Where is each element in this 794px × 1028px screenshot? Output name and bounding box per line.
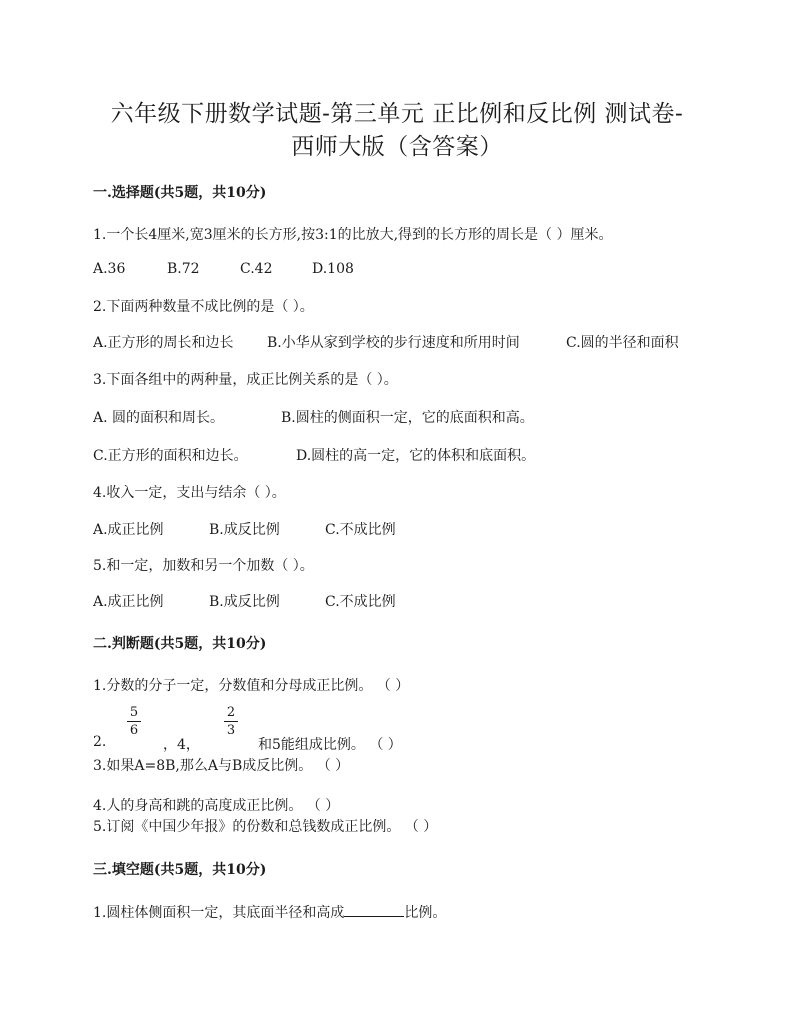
fraction-numerator: 2 — [226, 705, 236, 720]
fraction-two-thirds — [224, 705, 238, 738]
option-1-1-b: B.72 — [167, 261, 200, 277]
option-1-5-b: B.成反比例 — [209, 594, 280, 610]
option-1-5-a: A.成正比例 — [93, 594, 164, 610]
fraction-numerator: 5 — [129, 705, 139, 720]
option-1-4-a: A.成正比例 — [93, 522, 164, 538]
question-2-2-prefix: 2. — [93, 734, 107, 750]
fraction-bar — [224, 721, 238, 722]
question-3-1-prefix: 1.圆柱体侧面积一定，其底面半径和高成 — [93, 905, 345, 921]
question-2-2-middle: ，4， — [163, 737, 200, 753]
fraction-bar — [127, 721, 141, 722]
question-2-5: 5.订阅《中国少年报》的份数和总钱数成正比例。 （ ） — [93, 819, 438, 835]
option-1-2-a: A.正方形的周长和边长 — [93, 335, 234, 351]
option-1-3-a: A. 圆的面积和周长。 — [93, 410, 225, 426]
section-heading-judgment: 二.判断题(共5题，共10分) — [93, 636, 267, 652]
option-1-1-c: C.42 — [240, 261, 273, 277]
question-1-1: 1.一个长4厘米,宽3厘米的长方形,按3:1的比放大,得到的长方形的周长是（ ）厘米。 — [93, 227, 613, 243]
option-1-1-a: A.36 — [93, 261, 126, 277]
page-title-line2: 西师大版（含答案） — [291, 134, 503, 160]
option-1-2-b: B.小华从家到学校的步行速度和所用时间 — [267, 335, 520, 351]
question-2-1: 1.分数的分子一定，分数值和分母成正比例。 （ ） — [93, 678, 410, 694]
option-1-3-c: C.正方形的面积和边长。 — [93, 448, 248, 464]
option-1-4-c: C.不成比例 — [325, 522, 396, 538]
question-1-2: 2.下面两种数量不成比例的是（ ）。 — [93, 299, 314, 315]
option-1-5-c: C.不成比例 — [325, 594, 396, 610]
question-3-1 — [93, 902, 446, 922]
question-2-3: 3.如果A=8B,那么A与B成反比例。 （ ） — [93, 758, 350, 774]
section-heading-choice: 一.选择题(共5题，共10分) — [93, 185, 267, 201]
page-title-line1: 六年级下册数学试题-第三单元 正比例和反比例 测试卷- — [110, 101, 684, 127]
question-3-1-suffix: 比例。 — [404, 905, 447, 921]
fraction-denominator: 3 — [226, 723, 236, 738]
section-heading-fill-blank: 三.填空题(共5题，共10分) — [93, 862, 267, 878]
fraction-denominator: 6 — [129, 723, 139, 738]
question-1-3: 3.下面各组中的两种量，成正比例关系的是（ ）。 — [93, 372, 398, 388]
question-2-4: 4.人的身高和跳的高度成正比例。 （ ） — [93, 798, 340, 814]
question-1-4: 4.收入一定，支出与结余（ ）。 — [93, 485, 286, 501]
fraction-five-sixths — [127, 705, 141, 738]
answer-blank[interactable] — [344, 904, 404, 917]
option-1-4-b: B.成反比例 — [209, 522, 280, 538]
option-1-1-d: D.108 — [312, 261, 354, 277]
option-1-2-c: C.圆的半径和面积 — [566, 335, 679, 351]
option-1-3-d: D.圆柱的高一定，它的体积和底面积。 — [296, 448, 536, 464]
question-1-5: 5.和一定，加数和另一个加数（ ）。 — [93, 558, 314, 574]
option-1-3-b: B.圆柱的侧面积一定，它的底面积和高。 — [281, 410, 534, 426]
question-2-2-suffix: 和5能组成比例。 （ ） — [258, 737, 402, 753]
